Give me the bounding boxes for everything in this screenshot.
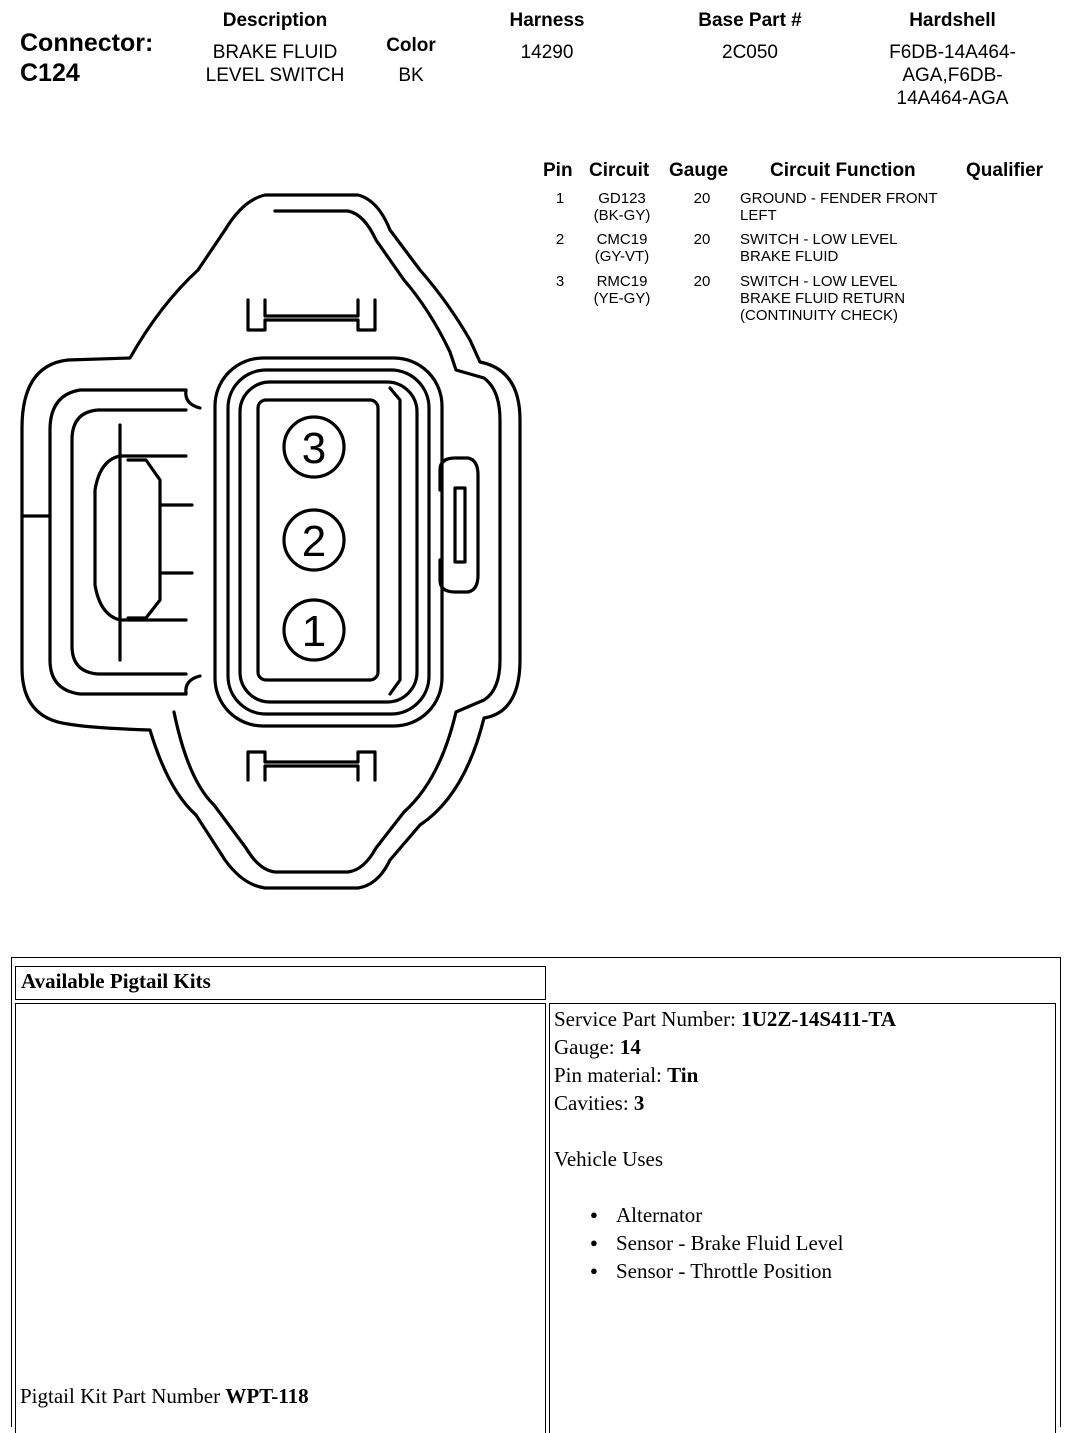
circuit-code: CMC19	[596, 231, 648, 248]
pigtail-title: Available Pigtail Kits	[21, 969, 211, 993]
upper-notch-inner	[265, 300, 358, 316]
circuit-code: RMC19	[596, 273, 648, 290]
base-part-header: Base Part #	[698, 10, 802, 31]
service-part-number	[554, 1005, 1055, 1033]
pin-material-label: Pin material:	[554, 1063, 662, 1087]
harness-header: Harness	[509, 10, 585, 31]
cavity-2	[284, 510, 344, 570]
pin-number: 3	[555, 273, 565, 290]
vehicle-uses-title: Vehicle Uses	[554, 1147, 664, 1171]
gauge-cell: 20	[693, 273, 711, 290]
hardshell-header: Hardshell	[909, 10, 996, 31]
pin-material-value: Tin	[667, 1063, 699, 1087]
latch-arm	[186, 390, 200, 408]
gauge-cell: 20	[693, 231, 711, 248]
connector-label: Connector:	[20, 29, 154, 57]
function-line: (CONTINUITY CHECK)	[740, 307, 899, 324]
hardshell-line: AGA,F6DB-	[902, 65, 1003, 86]
gauge-cell: 20	[693, 190, 711, 207]
circuit-color: (YE-GY)	[593, 290, 651, 307]
service-part-label: Service Part Number:	[554, 1007, 736, 1031]
cavity-label: 1	[301, 607, 327, 656]
latch-inner-wall	[72, 410, 186, 674]
function-line: SWITCH - LOW LEVEL	[740, 273, 898, 290]
description-value	[185, 41, 365, 87]
circuit-cell	[580, 273, 664, 307]
connector-face-diagram	[0, 180, 540, 900]
pin-number: 2	[555, 231, 565, 248]
cavity-label: 2	[301, 517, 327, 566]
kit-part-value: WPT-118	[225, 1384, 309, 1408]
function-cell	[740, 231, 898, 265]
hardshell-value	[870, 41, 1035, 110]
gauge-line	[554, 1033, 1055, 1061]
cavities-line	[554, 1089, 1055, 1117]
function-cell	[740, 273, 905, 324]
latch-ramp	[128, 460, 160, 618]
cavity-1	[284, 600, 344, 660]
description-line: BRAKE FLUID	[212, 42, 338, 63]
connector-id: C124	[20, 59, 80, 87]
body-right-edge	[390, 388, 400, 694]
qualifier-col-header: Qualifier	[966, 160, 1044, 181]
kit-part-label: Pigtail Kit Part Number	[20, 1384, 221, 1408]
function-line: BRAKE FLUID RETURN	[740, 290, 906, 307]
circuit-col-header: Circuit	[589, 160, 650, 181]
cavities-label: Cavities:	[554, 1091, 629, 1115]
housing-outline	[22, 195, 520, 888]
pigtail-kit-cell	[15, 1003, 546, 1433]
function-line: BRAKE FLUID	[740, 248, 839, 265]
gauge-col-header: Gauge	[669, 160, 729, 181]
gauge-label: Gauge:	[554, 1035, 615, 1059]
function-line: SWITCH - LOW LEVEL	[740, 231, 898, 248]
harness-value: 14290	[520, 42, 574, 63]
circuit-cell	[580, 190, 664, 224]
vehicle-uses-list	[554, 1201, 1055, 1285]
kit-part-number	[20, 1382, 309, 1410]
pigtail-title-cell	[15, 966, 546, 1000]
hardshell-line: F6DB-14A464-	[889, 42, 1016, 63]
right-lock-tab	[440, 458, 478, 592]
lower-notch-inner	[265, 766, 358, 780]
latch-arm	[186, 676, 200, 694]
pin-material-line	[554, 1061, 1055, 1089]
description-header: Description	[222, 10, 328, 31]
function-col-header: Circuit Function	[770, 160, 916, 181]
function-line: LEFT	[740, 207, 777, 224]
list-item: ● Alternator	[616, 1201, 1055, 1229]
hardshell-line: 14A464-AGA	[896, 88, 1009, 109]
cavities-value: 3	[633, 1091, 645, 1115]
lock-tab-slot	[455, 488, 465, 562]
circuit-cell	[580, 231, 664, 265]
circuit-color: (BK-GY)	[593, 207, 651, 224]
terminal-body-outer	[215, 358, 442, 726]
pin-number: 1	[555, 190, 565, 207]
gauge-value: 14	[619, 1035, 641, 1059]
circuit-color: (GY-VT)	[594, 248, 650, 265]
pin-col-header: Pin	[543, 160, 573, 181]
circuit-code: GD123	[598, 190, 646, 207]
pigtail-details-cell	[549, 1003, 1056, 1433]
cavity-label: 3	[301, 424, 327, 473]
color-value: BK	[398, 65, 424, 86]
color-header: Color	[386, 35, 436, 56]
function-line: GROUND - FENDER FRONT	[740, 190, 938, 207]
function-cell	[740, 190, 938, 224]
list-item: ● Sensor - Throttle Position	[616, 1257, 1055, 1285]
list-item: ● Sensor - Brake Fluid Level	[616, 1229, 1055, 1257]
base-part-value: 2C050	[722, 42, 778, 63]
connector-title	[20, 28, 153, 88]
latch-tongue	[95, 456, 186, 620]
terminal-body-inner	[240, 382, 417, 702]
description-line: LEVEL SWITCH	[205, 65, 345, 86]
service-part-value: 1U2Z-14S411-TA	[741, 1007, 896, 1031]
cavity-3	[284, 417, 344, 477]
